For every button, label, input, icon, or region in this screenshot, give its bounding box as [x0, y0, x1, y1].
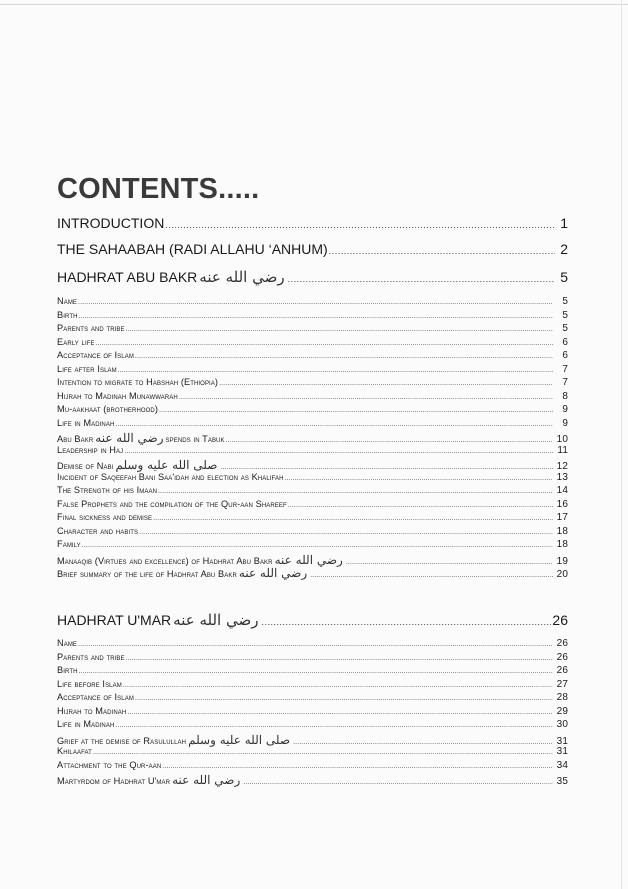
leader-dots: [288, 274, 555, 284]
toc-entry-label: False Prophets and the compilation of the Qur-aan Shareef: [57, 498, 287, 509]
toc-entry-label: Intention to migrate to Habshah (Ethiopia): [57, 377, 219, 387]
leader-dots: [162, 763, 553, 770]
toc-entry-label: Character and habits: [57, 525, 139, 536]
leader-dots: [158, 488, 553, 495]
toc-entry[interactable]: [57, 337, 568, 351]
toc-page-number: 26: [556, 665, 568, 676]
toc-entry-label: Mu-aakhaat (brotherhood): [57, 404, 159, 414]
toc-entry-label: Parents and tribe: [57, 651, 125, 662]
toc-entry[interactable]: [57, 566, 568, 580]
leader-dots: [165, 220, 555, 230]
leader-dots: [78, 641, 553, 648]
toc-heading-label: HADHRAT U'MAR: [57, 612, 172, 628]
leader-dots: [124, 448, 553, 455]
toc-page-number: 2: [560, 241, 568, 257]
toc-entry-label: Parents and tribe: [57, 323, 125, 333]
honorific-calligraphy: رضي الله عنه: [95, 431, 164, 445]
toc-entry-label: Hijrah to Madinah: [57, 705, 127, 716]
toc-entry-sahaabah[interactable]: [57, 241, 568, 263]
toc-entry-label: Leadership in Haj: [57, 444, 124, 455]
toc-page-number: 30: [556, 719, 568, 730]
toc-entry-label: Demise of Nabi: [57, 461, 114, 471]
toc-entry-label: The Strength of his Imaan: [57, 485, 158, 495]
honorific-calligraphy: رضي الله عنه: [238, 566, 308, 580]
leader-dots: [346, 559, 553, 566]
toc-entry[interactable]: [57, 733, 568, 747]
toc-page-number: 14: [556, 485, 568, 496]
toc-entry-label: Acceptance of Islam: [57, 692, 134, 702]
toc-subentries-umar: [57, 638, 568, 787]
toc-entry-introduction[interactable]: [57, 215, 568, 237]
toc-entry[interactable]: [57, 553, 568, 567]
toc-page-number: 7: [562, 377, 568, 388]
toc-page-number: 10: [556, 434, 568, 445]
toc-entry[interactable]: [57, 472, 568, 486]
toc-entry-label: Brief summary of the life of Hadhrat Abu Bakr: [57, 569, 237, 579]
toc-entry-label: Life after Islam: [57, 363, 117, 374]
toc-entry-label: Life in Madinah: [57, 719, 115, 729]
leader-dots: [135, 353, 553, 360]
toc-page-number: 18: [556, 539, 568, 550]
toc-entry-label: Final sickness and demise: [57, 512, 153, 522]
toc-entry-label: Incident of Saqeefah Bani Saa'idah and election as Khalifah: [57, 471, 284, 482]
toc-entry-label: Attachment to the Qur-aan: [57, 759, 162, 770]
toc-page-number: 26: [556, 651, 568, 663]
toc-entry[interactable]: [57, 404, 568, 418]
leader-dots: [79, 313, 553, 320]
toc-page-number: 6: [562, 350, 568, 361]
leader-dots: [329, 246, 555, 256]
toc-entry[interactable]: [57, 526, 568, 540]
honorific-calligraphy: رضي الله عنه: [173, 611, 259, 629]
toc-entry-label: Abu Bakr: [57, 434, 94, 444]
toc-page-number: 20: [556, 569, 568, 580]
toc-page-number: 5: [562, 309, 568, 321]
toc-page-number: 17: [556, 512, 568, 523]
toc-page-number: 31: [556, 746, 568, 757]
toc-entry[interactable]: [57, 445, 568, 459]
page-edge-right: [621, 0, 622, 889]
toc-entry-label: Life in Madinah: [57, 417, 115, 428]
toc-entry[interactable]: [57, 458, 568, 472]
toc-section-umar: [57, 611, 568, 637]
honorific-calligraphy: رضي الله عنه: [172, 773, 241, 787]
toc-entry[interactable]: [57, 692, 568, 706]
toc-page-number: 9: [562, 404, 568, 415]
leader-dots: [139, 529, 553, 536]
toc-page-number: 8: [562, 390, 568, 402]
toc-entry[interactable]: [57, 719, 568, 733]
leader-dots: [93, 749, 553, 756]
toc-entry[interactable]: [57, 391, 568, 405]
leader-dots: [123, 682, 553, 689]
toc-page-number: 19: [556, 555, 568, 567]
leader-dots: [220, 464, 553, 471]
toc-entry[interactable]: [57, 485, 568, 499]
toc-entry-label: Birth: [57, 309, 78, 320]
toc-entry[interactable]: [57, 746, 568, 760]
toc-entry[interactable]: [57, 539, 568, 553]
toc-page-number: 7: [562, 363, 568, 375]
toc-entry-label-suffix: spends in Tabuk: [165, 434, 225, 444]
toc-section-heading[interactable]: [57, 268, 568, 294]
toc-page-number: 35: [556, 776, 568, 787]
leader-dots: [243, 779, 553, 786]
toc-entry[interactable]: [57, 323, 568, 337]
toc-page-number: 5: [560, 269, 568, 285]
toc-entry[interactable]: [57, 431, 568, 445]
toc-entry-label: Life before Islam: [57, 678, 122, 689]
honorific-calligraphy: صلى الله عليه وسلم: [188, 732, 291, 747]
leader-dots: [285, 475, 553, 482]
toc-entry[interactable]: [57, 706, 568, 720]
toc-page-number: 28: [556, 692, 568, 703]
leader-dots: [82, 542, 553, 549]
leader-dots: [310, 572, 553, 579]
leader-dots: [219, 380, 553, 387]
toc-section-heading[interactable]: [57, 611, 568, 637]
toc-page-number: 11: [557, 444, 568, 456]
leader-dots: [127, 709, 553, 716]
page-title: CONTENTS.....: [57, 173, 260, 205]
toc-page-number: 12: [556, 461, 568, 472]
toc-page-number: 16: [556, 498, 568, 510]
leader-dots: [179, 394, 553, 401]
leader-dots: [79, 668, 553, 675]
toc-page-number: 29: [556, 705, 568, 717]
page-edge: [0, 4, 628, 5]
toc-page-number: 9: [562, 417, 568, 429]
toc-entry[interactable]: [57, 679, 568, 693]
toc-section-abu-bakr: [57, 268, 568, 294]
toc-entry-label: Birth: [57, 665, 78, 675]
toc-page-number: 26: [556, 638, 568, 649]
toc-page-number: 26: [552, 612, 568, 628]
leader-dots: [126, 655, 553, 662]
toc-entry-label: Grief at the demise of Rasulullah: [57, 735, 187, 746]
leader-dots: [261, 617, 551, 627]
toc-entry-label: Name: [57, 638, 78, 648]
toc-entry-label: Acceptance of Islam: [57, 350, 134, 360]
honorific-calligraphy: صلى الله عليه وسلم: [115, 458, 218, 472]
toc-entry[interactable]: [57, 512, 568, 526]
leader-dots: [288, 502, 553, 509]
toc-entry[interactable]: [57, 499, 568, 513]
toc-entry[interactable]: [57, 773, 568, 787]
leader-dots: [78, 299, 553, 306]
toc-entry[interactable]: [57, 377, 568, 391]
leader-dots: [153, 515, 553, 522]
toc-page-number: 34: [556, 759, 568, 771]
toc-entry[interactable]: [57, 665, 568, 679]
toc-page-number: 1: [560, 215, 568, 231]
toc-entry[interactable]: [57, 652, 568, 666]
toc-entry-label: Manaaqib (Virtues and excellence) of Hadhrat Abu Bakr: [57, 555, 273, 566]
toc-page-number: 5: [562, 296, 568, 307]
toc-page-number: 6: [562, 336, 568, 348]
toc-entry-label: Name: [57, 296, 78, 306]
toc-entry[interactable]: [57, 364, 568, 378]
leader-dots: [159, 407, 553, 414]
toc-subentries-abu-bakr: [57, 296, 568, 580]
toc-page-number: 31: [556, 735, 568, 747]
toc-entry-label: THE SAHAABAH (RADI ALLAHU ‘ANHUM): [57, 241, 328, 257]
toc-entry-label: Martyrdom of Hadhrat U'mar: [57, 776, 171, 786]
leader-dots: [293, 739, 553, 746]
toc-entry[interactable]: [57, 296, 568, 310]
toc-heading-label: HADHRAT ABU BAKR: [57, 269, 198, 285]
honorific-calligraphy: رضي الله عنه: [274, 552, 343, 567]
toc-entry[interactable]: [57, 418, 568, 432]
toc-top-list: [57, 215, 568, 263]
toc-entry-label: Family: [57, 539, 81, 549]
toc-entry[interactable]: [57, 350, 568, 364]
honorific-calligraphy: رضي الله عنه: [199, 268, 285, 286]
toc-entry-label: Early life: [57, 336, 95, 347]
toc-entry-label: INTRODUCTION: [57, 215, 165, 231]
toc-page-number: 27: [556, 678, 568, 690]
toc-entry[interactable]: [57, 760, 568, 774]
toc-entry-label: Hijrah to Madinah Munawwarah: [57, 390, 178, 401]
toc-entry-label: Khilaafat: [57, 746, 92, 756]
leader-dots: [96, 340, 553, 347]
leader-dots: [118, 367, 553, 374]
toc-entry[interactable]: [57, 638, 568, 652]
toc-page-number: 18: [556, 525, 568, 537]
leader-dots: [126, 326, 553, 333]
leader-dots: [135, 695, 553, 702]
leader-dots: [115, 421, 553, 428]
toc-entry[interactable]: [57, 310, 568, 324]
toc-page-number: 5: [562, 323, 568, 334]
toc-page-number: 13: [556, 471, 568, 483]
leader-dots: [226, 437, 553, 444]
leader-dots: [115, 722, 553, 729]
